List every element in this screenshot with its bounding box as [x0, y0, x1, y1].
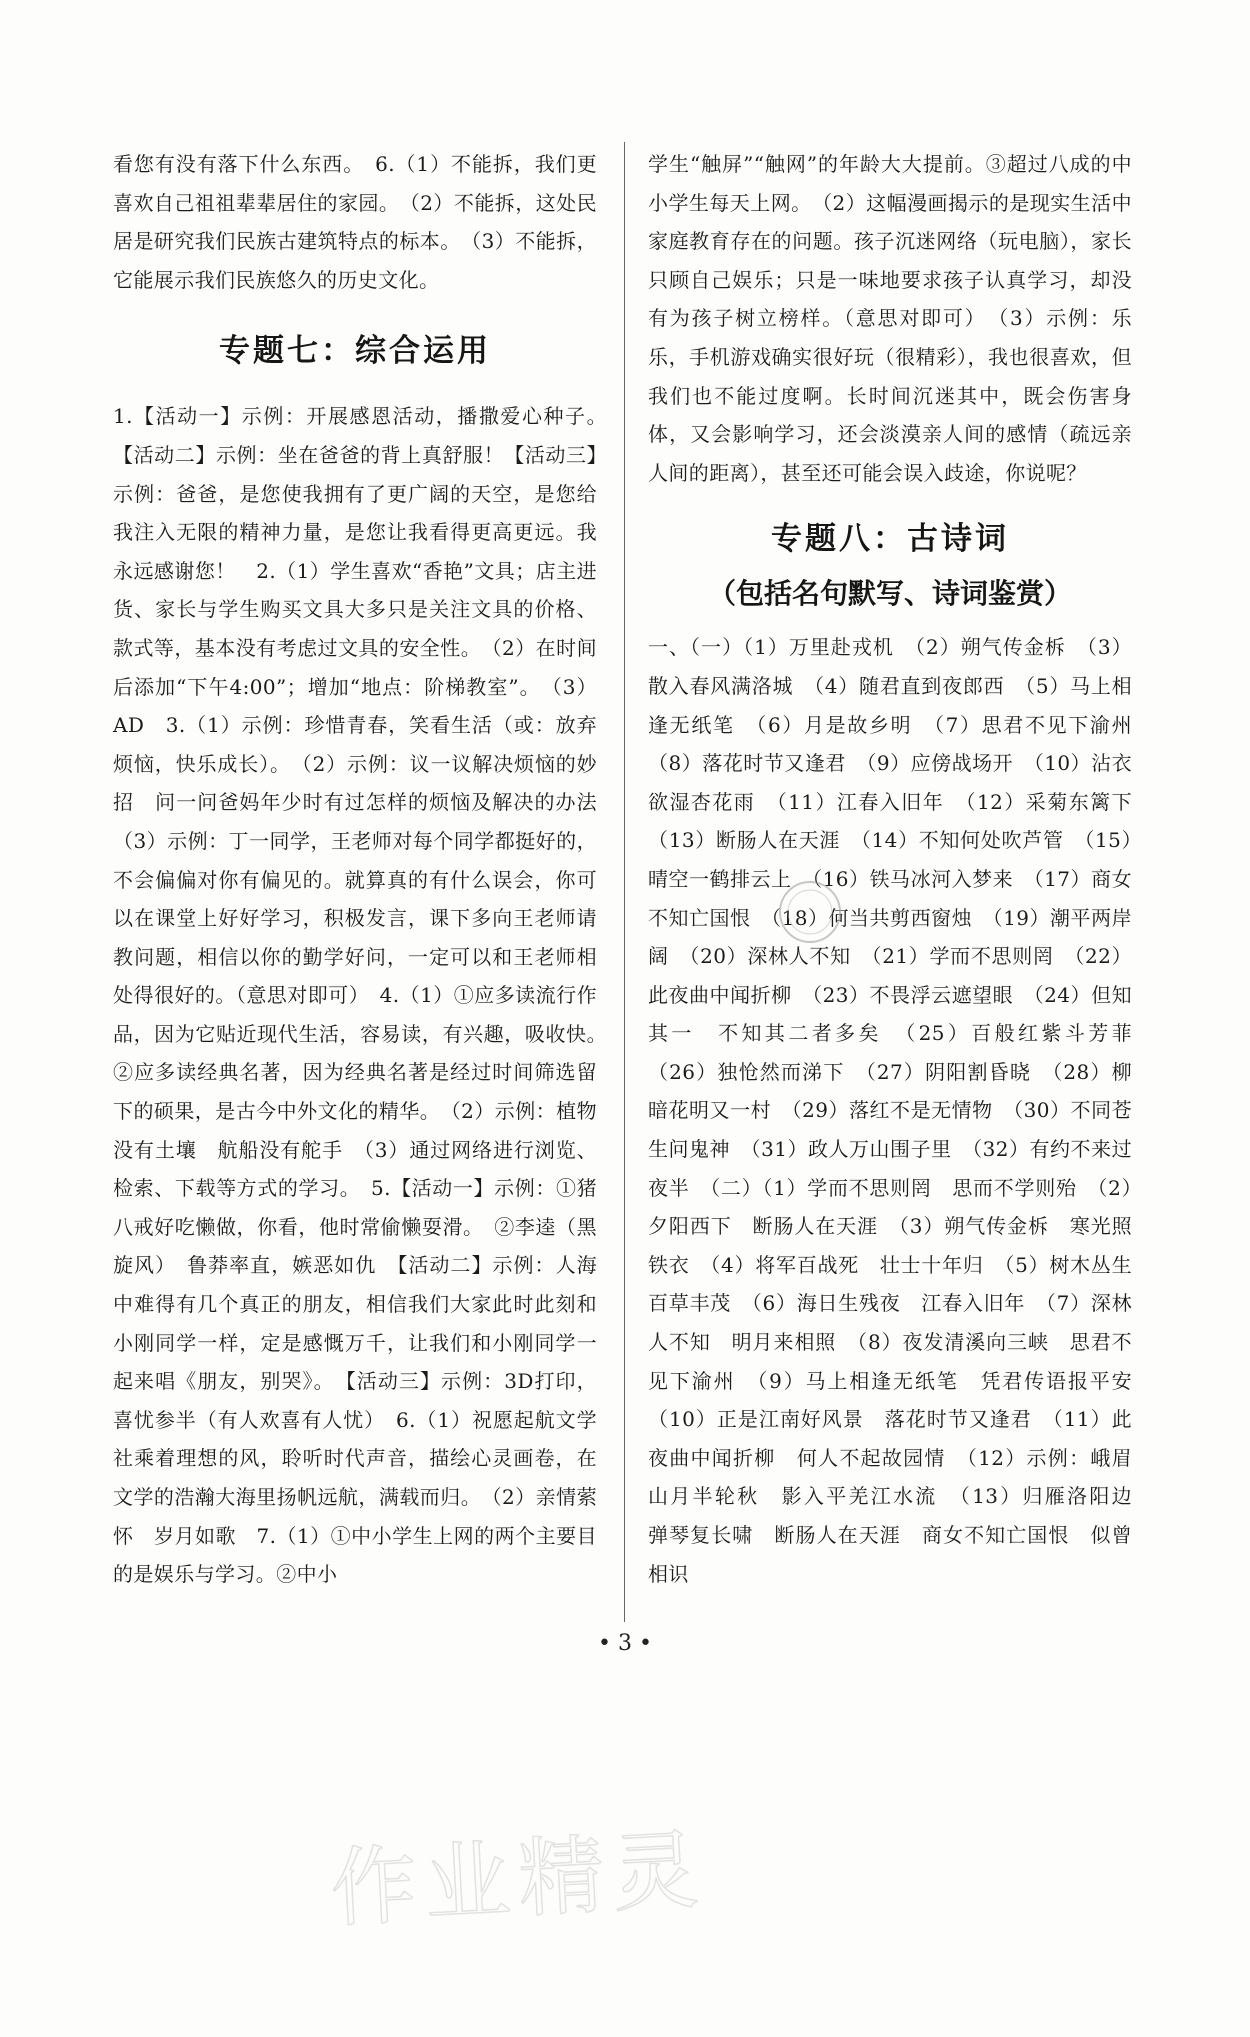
column-divider [624, 142, 625, 1622]
watermark: 作业精灵 [328, 1820, 709, 1940]
left-column [113, 145, 618, 1594]
section7-body: 1.【活动一】示例：开展感恩活动，播撒爱心种子。 【活动二】示例：坐在爸爸的背上真舒服！【活动三】示例：爸爸，是您使我拥有了更广阔的天空，是您给我注入无限的精神力量，是您让我看得更高更远。我永远感谢您！ 2.（1）学生喜欢“香艳”文具；店主进货、家长与学生购买文具大多只是关注文具的价格、款式等，基本没有考虑过文具的安全性。 （2）在时间后添加“下午4:00”；增加“地点：阶梯教室”。 （3）AD 3.（1）示例：珍惜青春，笑看生活（或：放弃烦恼，快乐成长）。 （2）示例：议一议解决烦恼的妙招 问一问爸妈年少时有过怎样的烦恼及解决的办法 （3）示例：丁一同学，王老师对每个同学都挺好的，不会偏偏对你有偏见的。就算真的有什么误会，你可以在课堂上好好学习，积极发言，课下多向王老师请教问题，相信以你的勤学好问，一定可以和王老师相处得很好的。（意思对即可） 4.（1）①应多读流行作品，因为它贴近现代生活，容易读，有兴趣，吸收快。 ②应多读经典名著，因为经典名著是经过时间筛选留下的硕果，是古今中外文化的精华。 （2）示例：植物没有土壤 航船没有舵手 （3）通过网络进行浏览、检索、下载等方式的学习。 5.【活动一】示例：①猪八戒好吃懒做，你看，他时常偷懒耍滑。 ②李逵（黑旋风） 鲁莽率直，嫉恶如仇 【活动二】示例：人海中难得有几个真正的朋友，相信我们大家此时此刻和小刚同学一样，定是感慨万千，让我们和小刚同学一起来唱《朋友，别哭》。 【活动三】示例：3D打印，喜忧参半（有人欢喜有人忧） 6.（1）祝愿起航文学社乘着理想的风，聆听时代声音，描绘心灵画卷，在文学的浩瀚大海里扬帆远航，满载而归。 （2）亲情萦怀 岁月如歌 7.（1）①中小学生上网的两个主要目的是娱乐与学习。②中小 [113, 404, 618, 1587]
section8-subtitle: （包括名句默写、诗词鉴赏） [707, 577, 1072, 611]
right-column [648, 145, 1153, 1593]
section8-title: 专题八：古诗词 [771, 521, 1009, 558]
page-number: • 3 • [598, 1631, 652, 1656]
section8-body: 一、（一）（1）万里赴戎机 （2）朔气传金柝 （3）散入春风满洛城 （4）随君直到夜郎西 （5）马上相逢无纸笔 （6）月是故乡明 （7）思君不见下渝州 （8）落花时节又逢君 （9）应傍战场开 （10）沾衣欲湿杏花雨 （11）江春入旧年 （12）采菊东篱下 （13）断肠人在天涯 （14）不知何处吹芦管 （15）晴空一鹤排云上 （16）铁马冰河入梦来 （17）商女不知亡国恨 （18）何当共剪西窗烛 （19）潮平两岸阔 （20）深林人不知 （21）学而不思则罔 （22）此夜曲中闻折柳 （23）不畏浮云遮望眼 （24）但知其一 不知其二者多矣 （25）百般红紫斗芳菲 （26）独怆然而涕下 （27）阴阳割昏晓 （28）柳暗花明又一村 （29）落红不是无情物 （30）不同苍生问鬼神 （31）政人万山围子里 （32）有约不来过夜半 （二）（1）学而不思则罔 思而不学则殆 （2）夕阳西下 断肠人在天涯 （3）朔气传金柝 寒光照铁衣 （4）将军百战死 壮士十年归 （5）树木丛生 百草丰茂 （6）海日生残夜 江春入旧年 （7）深林人不知 明月来相照 （8）夜发清溪向三峡 思君不见下渝州 （9）马上相逢无纸笔 凭君传语报平安 （10）正是江南好风景 落花时节又逢君 （11）此夜曲中闻折柳 何人不起故园情 （12）示例：峨眉山月半轮秋 影入平羌江水流 （13）归雁洛阳边 弹琴复长啸 断肠人在天涯 商女不知亡国恨 似曾相识 [648, 635, 1153, 1586]
section7-title: 专题七：综合运用 [219, 333, 491, 370]
left-intro-text: 看您有没有落下什么东西。 6.（1）不能拆，我们更喜欢自己祖祖辈辈居住的家园。 （2）不能拆，这处民居是研究我们民族古建筑特点的标本。 （3）不能拆，它能展示我们民族悠久的历史文化。 [113, 152, 597, 292]
stamp-icon [776, 878, 844, 946]
right-continued-text: 学生“触屏”“触网”的年龄大大提前。③超过八成的中小学生每天上网。 （2）这幅漫画揭示的是现实生活中家庭教育存在的问题。孩子沉迷网络（玩电脑），家长只顾自己娱乐；只是一味地要求孩子认真学习，却没有为孩子树立榜样。（意思对即可） （3）示例：乐乐，手机游戏确实很好玩（很精彩），我也很喜欢，但我们也不能过度啊。长时间沉迷其中，既会伤害身体，又会影响学习，还会淡漠亲人间的感情（疏远亲人间的距离），甚至还可能会误入歧途，你说呢？ [648, 152, 1132, 485]
